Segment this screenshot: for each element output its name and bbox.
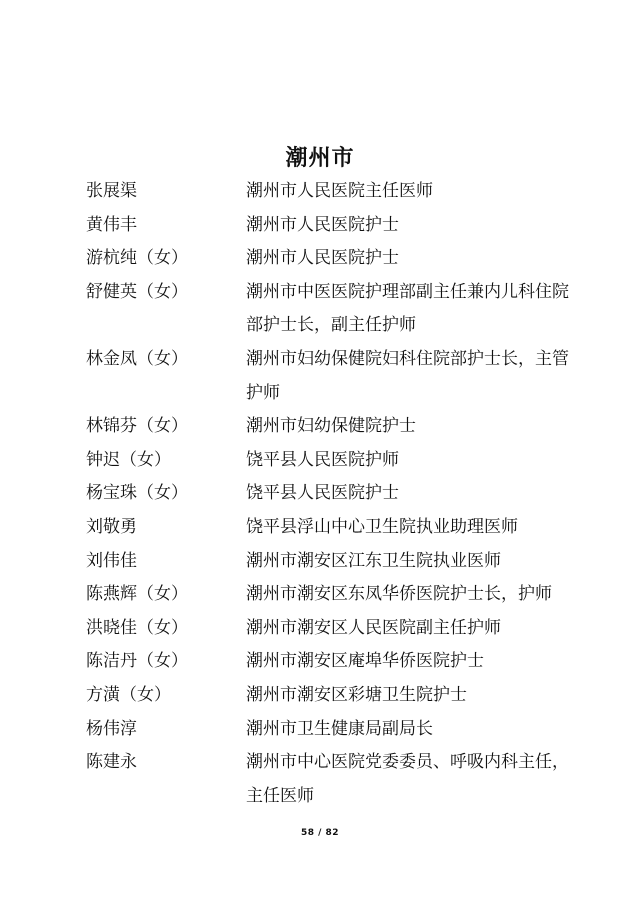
person-name: 刘敬勇 bbox=[86, 516, 137, 537]
list-item bbox=[86, 242, 576, 276]
person-position: 潮州市中心医院党委委员、呼吸内科主任，主任医师 bbox=[246, 752, 569, 806]
person-name: 林金凤（女） bbox=[86, 348, 188, 369]
person-name: 黄伟丰 bbox=[86, 214, 137, 235]
person-name: 陈燕辉（女） bbox=[86, 584, 188, 605]
person-name: 林锦芬（女） bbox=[86, 416, 188, 437]
list-item bbox=[86, 545, 576, 579]
list-item bbox=[86, 410, 576, 444]
list-item bbox=[86, 578, 576, 612]
person-name: 杨伟淳 bbox=[86, 718, 137, 739]
person-position: 潮州市潮安区江东卫生院执业医师 bbox=[246, 550, 501, 571]
list-item bbox=[86, 343, 576, 410]
person-name: 洪晓佳（女） bbox=[86, 617, 188, 638]
person-position: 潮州市中医医院护理部副主任兼内儿科住院部护士长，副主任护师 bbox=[246, 281, 569, 336]
person-name: 游杭纯（女） bbox=[86, 248, 188, 269]
list-item bbox=[86, 444, 576, 478]
person-position: 饶平县浮山中心卫生院执业助理医师 bbox=[246, 516, 518, 537]
person-name: 陈洁丹（女） bbox=[86, 651, 188, 672]
person-name: 钟迟（女） bbox=[86, 449, 171, 470]
person-name: 张展渠 bbox=[86, 181, 137, 201]
person-name: 方潢（女） bbox=[86, 684, 171, 705]
person-position: 潮州市潮安区庵埠华侨医院护士 bbox=[246, 651, 484, 672]
list-item bbox=[86, 645, 576, 679]
person-name: 舒健英（女） bbox=[86, 281, 188, 302]
person-position: 潮州市潮安区彩塘卫生院护士 bbox=[246, 684, 467, 705]
person-name: 陈建永 bbox=[86, 752, 137, 773]
person-position: 饶平县人民医院护师 bbox=[246, 449, 399, 470]
list-item bbox=[86, 679, 576, 713]
list-item bbox=[86, 746, 576, 813]
person-position: 潮州市人民医院主任医师 bbox=[246, 181, 433, 201]
page-number: 58 / 82 bbox=[300, 828, 340, 838]
person-position: 潮州市潮安区东凤华侨医院护士长，护师 bbox=[246, 584, 552, 605]
list-item bbox=[86, 175, 576, 209]
person-position: 潮州市妇幼保健院妇科住院部护士长，主管护师 bbox=[246, 348, 569, 403]
list-item bbox=[86, 713, 576, 747]
personnel-list bbox=[86, 175, 576, 813]
person-position: 潮州市潮安区人民医院副主任护师 bbox=[246, 617, 501, 638]
person-name: 刘伟佳 bbox=[86, 550, 137, 571]
person-position: 潮州市卫生健康局副局长 bbox=[246, 718, 433, 739]
person-position: 潮州市人民医院护士 bbox=[246, 214, 399, 235]
person-position: 潮州市人民医院护士 bbox=[246, 248, 399, 269]
list-item bbox=[86, 276, 576, 343]
list-item bbox=[86, 209, 576, 243]
list-item bbox=[86, 511, 576, 545]
list-item bbox=[86, 612, 576, 646]
page-title: 潮州市 bbox=[285, 146, 355, 171]
list-item bbox=[86, 477, 576, 511]
person-name: 杨宝珠（女） bbox=[86, 483, 188, 504]
person-position: 饶平县人民医院护士 bbox=[246, 483, 399, 504]
person-position: 潮州市妇幼保健院护士 bbox=[246, 416, 416, 437]
